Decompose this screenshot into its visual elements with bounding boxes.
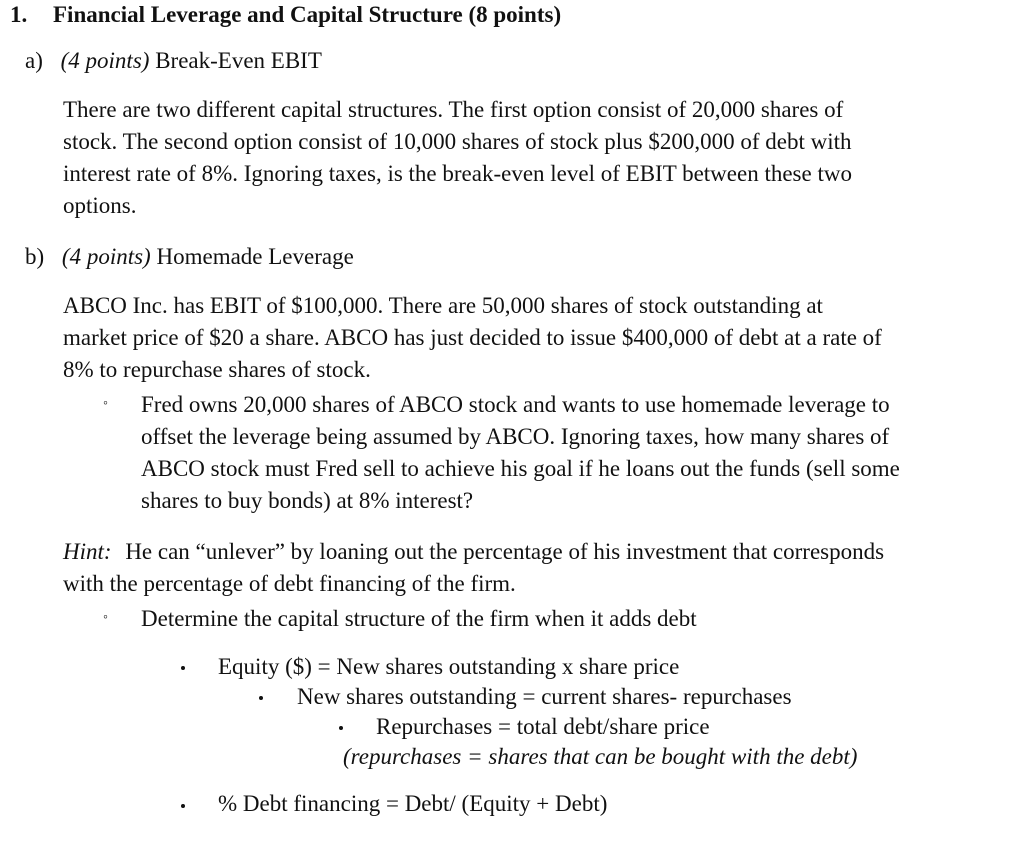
sub-question-line: ABCO stock must Fred sell to achieve his goal if he loans out the funds (sell some	[141, 456, 900, 481]
formula-repurchases-note: (repurchases = shares that can be bought with the debt)	[343, 744, 858, 769]
question-heading	[10, 0, 561, 30]
sub-question-line: shares to buy bonds) at 8% interest?	[141, 488, 474, 513]
part-b-body-line: market price of $20 a share. ABCO has just decided to issue $400,000 of debt at a rate of	[63, 325, 882, 350]
part-a-body-line: interest rate of 8%. Ignoring taxes, is the break-even level of EBIT between these two	[63, 161, 852, 186]
bullet-dot-icon	[339, 726, 343, 730]
formula-repurchases: Repurchases = total debt/share price	[376, 714, 710, 739]
hint-line-2: with the percentage of debt financing of the firm.	[63, 571, 516, 596]
part-a-title: Break-Even EBIT	[155, 48, 322, 73]
part-b-title: Homemade Leverage	[156, 244, 354, 269]
hint-step: Determine the capital structure of the firm when it adds debt	[141, 606, 697, 631]
bullet-dot-icon	[181, 804, 185, 808]
formula-new-shares: New shares outstanding = current shares- repurchases	[297, 684, 792, 709]
hint-label: Hint:	[63, 539, 112, 564]
formula-equity: Equity ($) = New shares outstanding x share price	[218, 654, 680, 679]
part-b-points: (4 points)	[61, 244, 151, 269]
part-b-body-line: ABCO Inc. has EBIT of $100,000. There are 50,000 shares of stock outstanding at	[63, 293, 823, 318]
part-b-heading	[25, 242, 354, 272]
part-a-body-line: There are two different capital structures. The first option consist of 20,000 shares of	[63, 97, 844, 122]
part-b-marker: b)	[25, 244, 45, 269]
hint-text: He can “unlever” by loaning out the percentage of his investment that corresponds	[125, 539, 885, 564]
part-a-marker: a)	[25, 48, 43, 73]
question-number: 1.	[10, 2, 28, 27]
bullet-dot-icon	[181, 666, 185, 670]
part-a-body-line: stock. The second option consist of 10,000 shares of stock plus $200,000 of debt with	[63, 129, 852, 154]
hint-line-1	[63, 537, 884, 567]
part-a-heading	[25, 46, 322, 76]
bullet-dot-icon	[259, 696, 263, 700]
formula-debt-financing: % Debt financing = Debt/ (Equity + Debt)	[218, 791, 608, 816]
hollow-bullet-icon: ◦	[103, 396, 108, 411]
part-b-body-line: 8% to repurchase shares of stock.	[63, 357, 371, 382]
part-a-body-line: options.	[63, 193, 137, 218]
sub-question-line: Fred owns 20,000 shares of ABCO stock and wants to use homemade leverage to	[141, 392, 890, 417]
question-title: Financial Leverage and Capital Structure (8 points)	[53, 2, 562, 27]
sub-question-line: offset the leverage being assumed by ABCO. Ignoring taxes, how many shares of	[141, 424, 890, 449]
part-a-points: (4 points)	[60, 48, 150, 73]
hollow-bullet-icon: ◦	[103, 610, 108, 625]
